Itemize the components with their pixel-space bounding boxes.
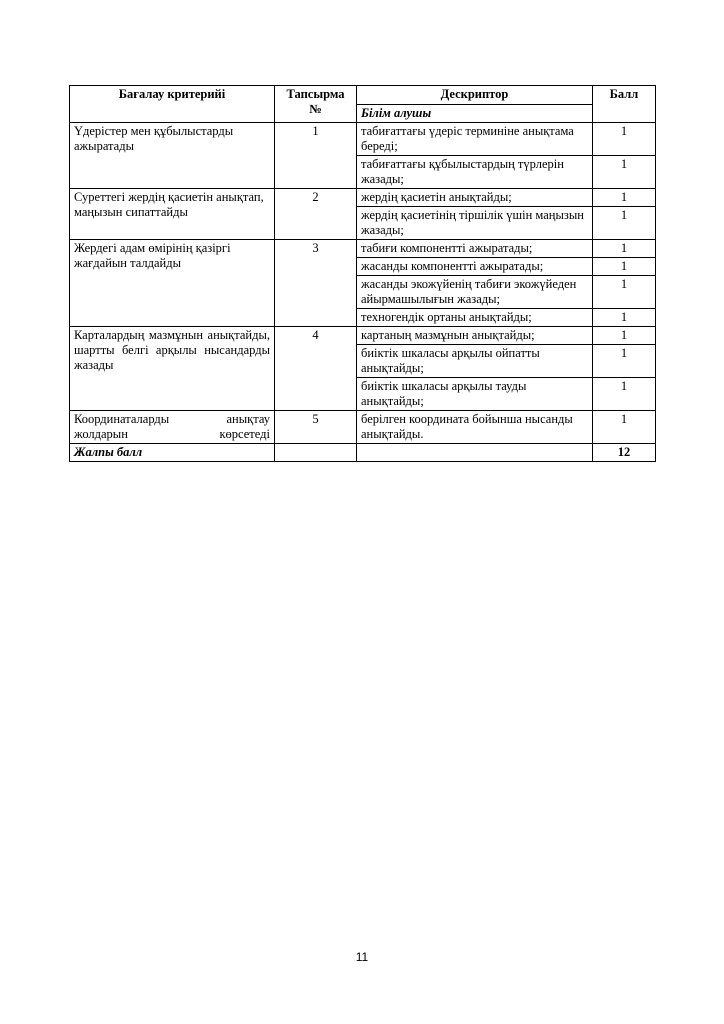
criterion-cell: Үдерістер мен құбылыстарды ажыратады	[70, 123, 275, 189]
task-number-cell: 4	[275, 327, 357, 411]
table-row	[70, 327, 656, 345]
score-cell: 1	[593, 309, 656, 327]
header-learner: Білім алушы	[357, 105, 593, 123]
criterion-cell: Суреттегі жердің қасиетін анықтап, маңызын сипаттайды	[70, 189, 275, 240]
task-number-cell: 3	[275, 240, 357, 327]
descriptor-cell: табиғаттағы үдеріс терминіне анықтама береді;	[357, 123, 593, 156]
score-cell: 1	[593, 240, 656, 258]
descriptor-cell: картаның мазмұнын анықтайды;	[357, 327, 593, 345]
assessment-table	[69, 85, 656, 462]
descriptor-cell: табиғаттағы құбылыстардың түрлерін жазады;	[357, 156, 593, 189]
criterion-cell: Координаталарды анықтау жолдарын көрсетеді	[70, 411, 275, 444]
total-score: 12	[593, 444, 656, 462]
task-number-cell: 5	[275, 411, 357, 444]
header-row	[70, 86, 656, 105]
descriptor-cell: жасанды экожүйенің табиғи экожүйеден айырмашылығын жазады;	[357, 276, 593, 309]
header-score: Балл	[593, 86, 656, 123]
table-row	[70, 123, 656, 156]
empty-cell	[357, 444, 593, 462]
descriptor-cell: жердің қасиетінің тіршілік үшін маңызын жазады;	[357, 207, 593, 240]
descriptor-cell: биіктік шкаласы арқылы тауды анықтайды;	[357, 378, 593, 411]
header-task: Тапсырма №	[275, 86, 357, 123]
score-cell: 1	[593, 411, 656, 444]
score-cell: 1	[593, 258, 656, 276]
criterion-cell: Карталардың мазмұнын анықтайды, шартты белгі арқылы нысандарды жазады	[70, 327, 275, 411]
descriptor-cell: биіктік шкаласы арқылы ойпатты анықтайды;	[357, 345, 593, 378]
total-label: Жалпы балл	[70, 444, 275, 462]
table-row	[70, 411, 656, 444]
descriptor-cell: табиғи компонентті ажыратады;	[357, 240, 593, 258]
descriptor-cell: жасанды компонентті ажыратады;	[357, 258, 593, 276]
score-cell: 1	[593, 189, 656, 207]
score-cell: 1	[593, 276, 656, 309]
score-cell: 1	[593, 327, 656, 345]
score-cell: 1	[593, 156, 656, 189]
score-cell: 1	[593, 207, 656, 240]
descriptor-cell: техногендік ортаны анықтайды;	[357, 309, 593, 327]
score-cell: 1	[593, 345, 656, 378]
total-row	[70, 444, 656, 462]
task-number-cell: 1	[275, 123, 357, 189]
table-row	[70, 189, 656, 207]
page-number: 11	[355, 950, 369, 964]
header-descriptor: Дескриптор	[357, 86, 593, 105]
header-criteria: Бағалау критерийі	[70, 86, 275, 123]
score-cell: 1	[593, 378, 656, 411]
score-cell: 1	[593, 123, 656, 156]
descriptor-cell: берілген координата бойынша нысанды анықтайды.	[357, 411, 593, 444]
empty-cell	[275, 444, 357, 462]
criterion-cell: Жердегі адам өмірінің қазіргі жағдайын талдайды	[70, 240, 275, 327]
descriptor-cell: жердің қасиетін анықтайды;	[357, 189, 593, 207]
table-row	[70, 240, 656, 258]
task-number-cell: 2	[275, 189, 357, 240]
